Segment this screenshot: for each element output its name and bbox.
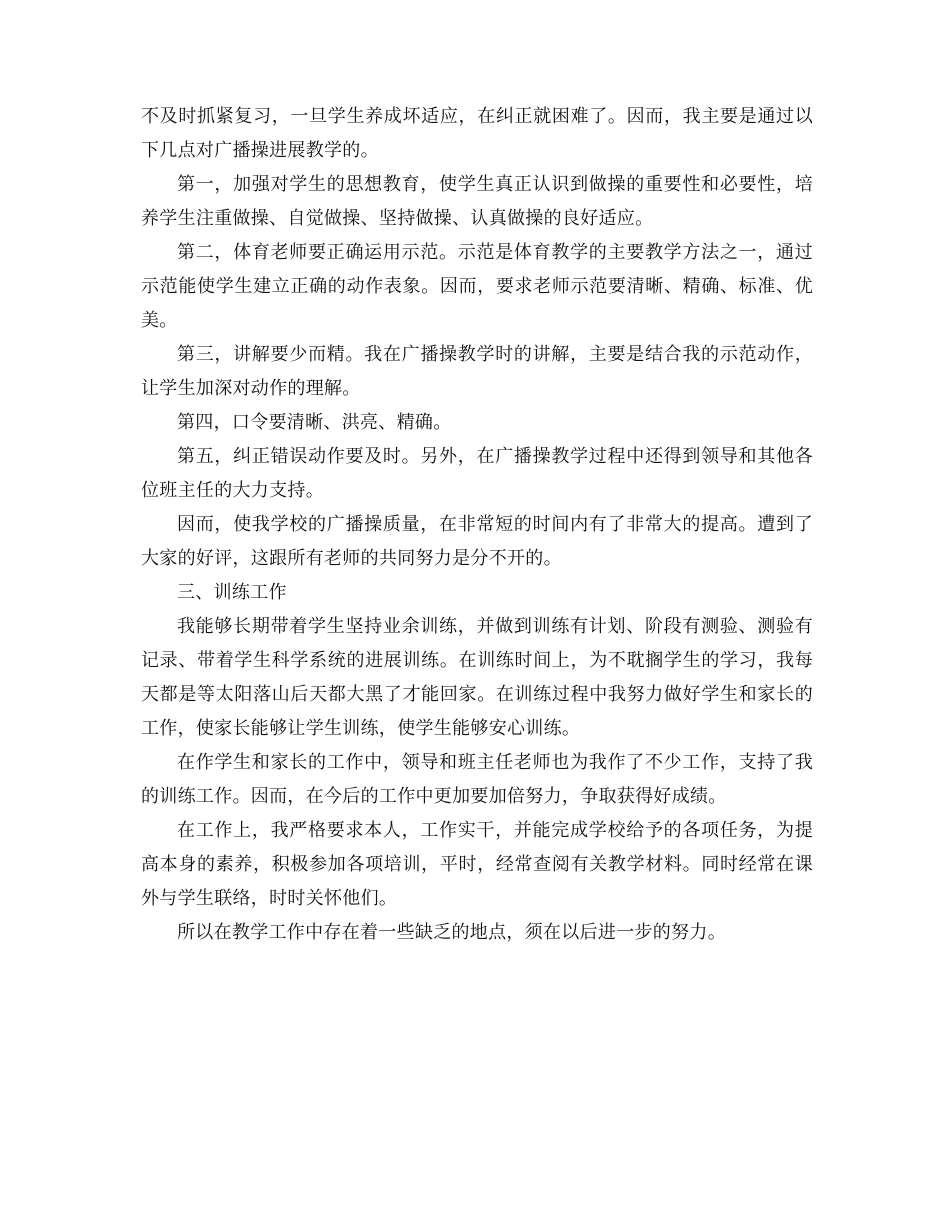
paragraph-point-two: 第二，体育老师要正确运用示范。示范是体育教学的主要教学方法之一，通过示范能使学生建立正确的动作表象。因而，要求老师示范要清晰、精确、标准、优美。 [141, 242, 813, 331]
paragraph-result: 因而，使我学校的广播操质量，在非常短的时间内有了非常大的提高。遭到了大家的好评，这跟所有老师的共同努力是分不开的。 [141, 514, 813, 569]
paragraph-support: 在作学生和家长的工作中，领导和班主任老师也为我作了不少工作，支持了我的训练工作。因而，在今后的工作中更加要加倍努力，争取获得好成绩。 [141, 752, 813, 807]
paragraph-point-one: 第一，加强对学生的思想教育，使学生真正认识到做操的重要性和必要性，培养学生注重做操、自觉做操、坚持做操、认真做操的良好适应。 [141, 174, 813, 229]
paragraph-point-four: 第四，口令要清晰、洪亮、精确。 [177, 412, 452, 433]
paragraph-work-attitude: 在工作上，我严格要求本人，工作实干，并能完成学校给予的各项任务，为提高本身的素养，积极参加各项培训，平时，经常查阅有关教学材料。同时经常在课外与学生联络，时时关怀他们。 [141, 820, 813, 909]
paragraph-training: 我能够长期带着学生坚持业余训练，并做到训练有计划、阶段有测验、测验有记录、带着学生科学系统的进展训练。在训练时间上，为不耽搁学生的学习，我每天都是等太阳落山后天都大黑了才能回家。在训练过程中我努力做好学生和家长的工作，使家长能够让学生训练，使学生能够安心训练。 [141, 616, 813, 739]
paragraph-point-five: 第五，纠正错误动作要及时。另外，在广播操教学过程中还得到领导和其他各位班主任的大力支持。 [141, 446, 813, 501]
section-heading-training: 三、训练工作 [177, 582, 287, 603]
paragraph-conclusion: 所以在教学工作中存在着一些缺乏的地点，须在以后进一步的努力。 [177, 922, 726, 943]
paragraph-point-three: 第三，讲解要少而精。我在广播操教学时的讲解，主要是结合我的示范动作，让学生加深对动作的理解。 [141, 344, 813, 399]
paragraph-continuation: 不及时抓紧复习，一旦学生养成坏适应，在纠正就困难了。因而，我主要是通过以下几点对广播操进展教学的。 [141, 106, 813, 161]
document-body [141, 100, 813, 950]
